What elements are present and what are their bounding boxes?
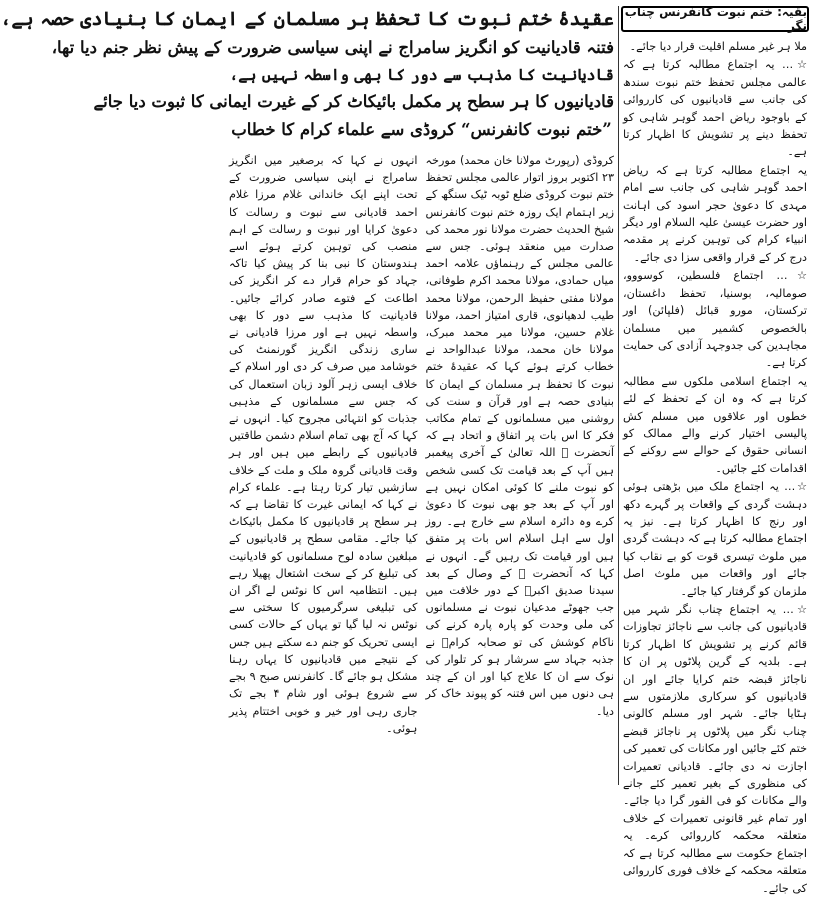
headline-main: عقیدۂ ختم نبوت کا تحفظ ہر مسلمان کے ایمان کا بنیادی حصہ ہے،	[0, 8, 614, 30]
side-paragraph: یہ اجتماع اسلامی ملکوں سے مطالبہ کرتا ہے کہ وہ ان کے تحفظ کے لئے خطوں اور علاقوں میں مسلم کش پالیسی اختیار کرنے والے ممالک کو انسانی حقوق کے حوالے سے روکنے کے اقدامات کئے جائیں۔	[623, 374, 807, 475]
article-paragraph: کروڈی (رپورٹ مولانا خان محمد) مورخہ ۲۳ اکتوبر بروز اتوار عالمی مجلس تحفظ ختم نبوت کروڈی ضلع ٹوبہ ٹیک سنگھ کے زیر اہتمام ایک روزہ ختم نبوت کانفرنس شیخ الحدیث حضرت مولانا نور محمد کی صدارت میں منعقد ہوئی۔ جس سے عالمی مجلس کے رہنماؤں علامہ احمد میاں حمادی، مولانا محمد اکرم طوفانی، مولانا مفتی حفیظ الرحمن، مولانا محمد طیب لدھیانوی، قاری امتیاز احمد، مولانا غلام حسین، مولانا میر محمد مبرک، مولانا خان محمد، مولانا عبدالواحد نے خطاب کرتے ہوئے کہا کہ عقیدۂ ختم نبوت کا تحفظ ہر مسلمان کے ایمان کا بنیادی حصہ ہے اور قرآن و سنت کی روشنی میں مسلمانوں کے تمام مکاتب فکر کا اس بات پر اتفاق و اتحاد ہے کہ آنحضرت ﷺ اللہ تعالیٰ کے آخری پیغمبر ہیں آپ کے بعد قیامت تک کسی شخص کو نبوت ملنے کا کوئی امکان نہیں ہے اور آپ کے بعد جو بھی نبوت کا دعویٰ کرے وہ دائرہ اسلام سے خارج ہے۔ روز اول سے اہل اسلام اس بات پر متفق ہیں اور قیامت تک رہیں گے۔ انہوں نے کہا کہ آنحضرت ﷺ کے وصال کے بعد سیدنا صدیق اکبرؓ کے دور خلافت میں جب جھوٹے مدعیان نبوت نے مسلمانوں کی ملی وحدت کو پارہ پارہ کرنے کی ناکام کوشش کی تو صحابہ کرامؓ نے جذبہ جہاد سے سرشار ہو کر تلوار کی نوک سے ان کا علاج کیا اور ان کے چند ہی دنوں میں اس فتنہ کو پیوند خاک کر دیا۔	[425, 154, 614, 718]
article-column-right	[426, 152, 615, 752]
article-columns	[229, 152, 614, 752]
side-paragraph: ملا ہر غیر مسلم اقلیت قرار دیا جائے۔	[629, 40, 807, 53]
headline-block	[0, 4, 614, 144]
headline-sub: فتنہ قادیانیت کو انگریز سامراج نے اپنی سیاسی ضرورت کے پیش نظر جنم دیا تھا،	[51, 38, 614, 57]
side-paragraph: یہ اجتماع مطالبہ کرتا ہے کہ ریاض احمد گوہر شاہی کی جانب سے امام مہدی کا دعویٰ حجر اسود کی اہانت اور حضرت عیسیٰ علیہ السلام اور دیگر انبیاء کرام کی توہین کرنے پر مقدمہ درج کر کے قرار واقعی سزا دی جائے۔	[623, 163, 807, 264]
side-paragraph: ☆… یہ اجتماع مطالبہ کرتا ہے کہ عالمی مجلس تحفظ ختم نبوت سندھ کی جانب سے قادیانیوں کی کارروائی کے باوجود ریاض احمد گوہر شاہی کو تحفظ دینے پر تشویش کا اظہار کرتا ہے۔	[623, 58, 807, 159]
side-paragraph: ☆… یہ اجتماع ملک میں بڑھتی ہوئی دہشت گردی کے واقعات پر گہرے دکھ اور رنج کا اظہار کرتا ہے۔ نیز یہ اجتماع مطالبہ کرتا ہے کہ دہشت گردی میں ملوث تیسری قوت کو بے نقاب کیا جائے اور واقعات میں ملوث اصل ملزمان کو گرفتار کیا جائے۔	[623, 480, 807, 598]
side-paragraph: ☆… یہ اجتماع چناب نگر شہر میں قادیانیوں کی جانب سے ناجائز تجاوزات قائم کرنے پر تشویش کا اظہار کرتا ہے۔ بلدیہ کے گرین پلاٹوں پر ان کا ناجائز قبضہ ختم کرایا جائے اور ان قادیانیوں کو سرکاری ملازمتوں سے ہٹایا جائے۔ شہر اور مسلم کالونی چناب نگر میں پلاٹوں پر ناجائز قبضے ختم کئے جائیں اور مکانات کی تعمیر کی اجازت نہ دی جائے۔ قادیانی تعمیرات کی منظوری کے بغیر تعمیر کئے جانے والے مکانات کو فی الفور گرا دیا جائے۔ اور تمام غیر قانونی تعمیرات کے خلاف متعلقہ محکمہ کارروائی کرے۔ یہ اجتماع حکومت سے مطالبہ کرتا ہے کہ متعلقہ محکمہ کے خلاف فوری کارروائی کی جائے۔	[623, 603, 807, 895]
column-divider	[618, 6, 619, 785]
article-column-left	[229, 152, 418, 752]
headline-sub: قادیانیت کا مذہب سے دور کا بھی واسطہ نہیں ہے،	[229, 65, 614, 84]
article-paragraph: انہوں نے کہا کہ برصغیر میں انگریز سامراج نے اپنی سیاسی ضرورت کے تحت اپنے ایک خاندانی غلام مرزا غلام احمد قادیانی سے نبوت و رسالت کا دعویٰ کرایا اور نبوت و رسالت کے اہم منصب کی توہین کرتے ہوئے اسے ہندوستان کا نبی بنا کر پیش کیا تاکہ جہاد کو حرام قرار دے کر انگریز کی اطاعت کے فتوے صادر کرائے جائیں۔ قادیانیت کا مذہب سے دور کا بھی واسطہ نہیں ہے اور مرزا قادیانی نے ساری زندگی انگریز گورنمنٹ کی خوشامد میں صرف کر دی اور اسلام کے خلاف ایسی زہر آلود زبان استعمال کی کہ جس سے مسلمانوں کے مذہبی جذبات کو انتہائی مجروح کیا۔ انہوں نے کہا کہ آج بھی تمام اسلام دشمن طاقتیں قادیانیوں کے رابطے میں ہیں اور ہر وقت قادیانی گروہ ملک و ملت کے خلاف سازشیں تیار کرتا رہتا ہے۔ علماء کرام نے کہا کہ ایمانی غیرت کا تقاضا ہے کہ ہر سطح پر قادیانیوں کا مکمل بائیکاٹ کیا جائے۔ مقامی سطح پر قادیانیوں کے مبلغین سادہ لوح مسلمانوں کو قادیانیت کی تبلیغ کر کے سخت اشتعال پھیلا رہے ہیں۔ انتظامیہ اس کا نوٹس لے اگر ان کی تبلیغی سرگرمیوں کا سختی سے نوٹس نہ لیا گیا تو یہاں کے حالات کسی ایسی تحریک کو جنم دے سکتے ہیں جس کے نتیجے میں قادیانیوں کا یہاں رہنا مشکل ہو جائے گا۔ کانفرنس صبح ۹ بجے سے شروع ہوئی اور شام ۴ بجے تک جاری رہی اور خیر و خوبی اختتام پذیر ہوئی۔	[229, 154, 418, 735]
side-article-text	[619, 38, 811, 897]
side-column	[619, 4, 811, 895]
headline-sub: ”ختم نبوت کانفرنس“ کروڈی سے علماء کرام کا خطاب	[231, 120, 612, 139]
headline-sub: قادیانیوں کا ہر سطح پر مکمل بائیکاٹ کر کے غیرت ایمانی کا ثبوت دیا جائے	[93, 92, 614, 111]
main-article	[0, 4, 614, 787]
side-header-box: بقیہ: ختم نبوت کانفرنس چناب نگر	[621, 6, 809, 32]
side-paragraph: ☆… اجتماع فلسطین، کوسووو، صومالیہ، بوسنیا، تحفظ داغستان، ترکستان، مورو قبائل (فلپائن) اور بالخصوص کشمیر میں مسلمان مجاہدین کی جدوجہد آزادی کی حمایت کرتا ہے۔	[623, 269, 807, 370]
